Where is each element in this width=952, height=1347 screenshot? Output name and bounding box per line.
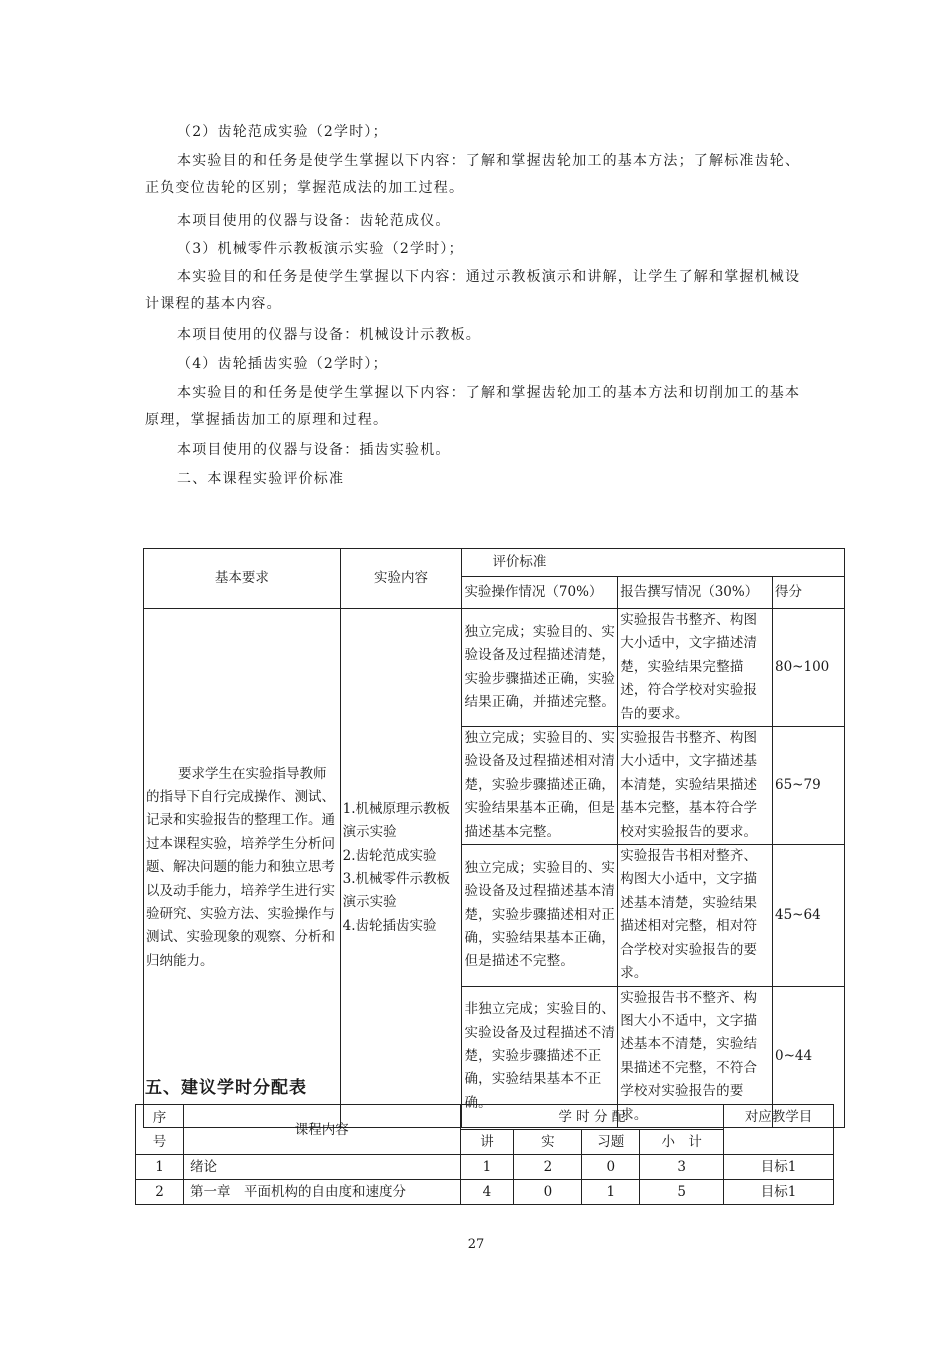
header-report: 报告撰写情况（30%） [618, 577, 773, 609]
row-lecture-hours: 4 [460, 1180, 514, 1205]
row-target: 目标1 [724, 1180, 834, 1205]
paragraph-demo-board-heading: （3）机械零件示教板演示实验（2学时）； [177, 241, 464, 257]
row-course-content: 绪论 [183, 1155, 460, 1180]
evaluation-criteria-table [143, 548, 845, 1128]
paragraph-gear-shaping-heading: （4）齿轮插齿实验（2学时）； [177, 356, 388, 372]
paragraph-demo-board-purpose: 本实验目的和任务是使学生掌握以下内容：通过示教板演示和讲解，让学生了解和掌握机械设计课程的基本内容。 [145, 269, 801, 312]
row-lecture-hours: 1 [460, 1155, 514, 1180]
score-range-cell: 65~79 [773, 727, 845, 845]
operation-criteria-cell: 独立完成；实验目的、实验设备及过程描述相对清楚，实验步骤描述正确，实验结果基本正确，但是描述基本完整。 [462, 727, 618, 845]
row-target: 目标1 [724, 1155, 834, 1180]
report-criteria-cell: 实验报告书整齐、构图大小适中，文字描述清楚，实验结果完整描述，符合学校对实验报告的要求。 [618, 609, 773, 727]
header-exercise: 习题 [582, 1130, 640, 1155]
row-serial: 2 [136, 1180, 184, 1205]
content-line: 3.机械零件示教板演示实验 [342, 870, 451, 911]
paragraph-gear-shaping-equipment: 本项目使用的仪器与设备：插齿实验机。 [177, 442, 451, 458]
header-target-continued [724, 1130, 834, 1155]
paragraph-gear-shaping-purpose: 本实验目的和任务是使学生掌握以下内容：了解和掌握齿轮加工的基本方法和切削加工的基本原理，掌握插齿加工的原理和过程。 [145, 385, 801, 428]
basic-requirements-cell: 要求学生在实验指导教师的指导下自行完成操作、测试、记录和实验报告的整理工作。通过本课程实验，培养学生分析问题、解决问题的能力和独立思考以及动手能力，培养学生进行实验研究、实验方法、实验操作与测试、实验现象的观察、分析和归纳能力。 [144, 609, 341, 1128]
report-criteria-cell: 实验报告书整齐、构图大小适中，文字描述基本清楚，实验结果描述基本完整，基本符合学校对实验报告的要求。 [618, 727, 773, 845]
hours-allocation-table [135, 1104, 834, 1205]
content-line: 4.齿轮插齿实验 [342, 917, 437, 934]
paragraph-demo-board-equipment: 本项目使用的仪器与设备：机械设计示教板。 [177, 327, 481, 343]
header-subtotal: 小 计 [640, 1130, 724, 1155]
paragraph-gear-generating-equipment: 本项目使用的仪器与设备：齿轮范成仪。 [177, 213, 451, 229]
section-evaluation-heading: 二、本课程实验评价标准 [177, 471, 345, 487]
page-number: 27 [467, 1237, 485, 1252]
content-line: 2.齿轮范成实验 [342, 847, 437, 864]
header-serial-number: 序号 [136, 1105, 184, 1155]
report-criteria-cell: 实验报告书不整齐、构图大小不适中，文字描述基本不清楚，实验结果描述不完整，不符合学校对实验报告的要求。 [618, 986, 773, 1127]
row-lab-hours: 2 [514, 1155, 582, 1180]
header-teaching-target: 对应教学目 [724, 1105, 834, 1130]
section-hours-allocation-title: 五、建议学时分配表 [145, 1078, 307, 1098]
row-subtotal-hours: 3 [640, 1155, 724, 1180]
row-subtotal-hours: 5 [640, 1180, 724, 1205]
operation-criteria-cell: 独立完成；实验目的、实验设备及过程描述基本清楚，实验步骤描述相对正确，实验结果基本正确，但是描述不完整。 [462, 845, 618, 986]
row-exercise-hours: 0 [582, 1155, 640, 1180]
row-lab-hours: 0 [514, 1180, 582, 1205]
score-range-cell: 80~100 [773, 609, 845, 727]
operation-criteria-cell: 独立完成；实验目的、实验设备及过程描述清楚，实验步骤描述正确，实验结果正确，并描述完整。 [462, 609, 618, 727]
operation-criteria-cell: 非独立完成；实验目的、实验设备及过程描述不清楚，实验步骤描述不正确，实验结果基本不正确。 [462, 986, 618, 1127]
paragraph-gear-generating-heading: （2）齿轮范成实验（2学时）； [177, 124, 388, 140]
header-basic-requirements: 基本要求 [144, 549, 341, 609]
header-experiment-content: 实验内容 [340, 549, 462, 609]
experiment-content-cell [340, 609, 462, 1128]
header-course-content: 课程内容 [183, 1105, 460, 1155]
score-range-cell: 45~64 [773, 845, 845, 986]
header-evaluation-criteria: 评价标准 [462, 549, 845, 577]
row-exercise-hours: 1 [582, 1180, 640, 1205]
row-serial: 1 [136, 1155, 184, 1180]
score-range-cell: 0~44 [773, 986, 845, 1127]
header-score: 得分 [773, 577, 845, 609]
row-course-content: 第一章 平面机构的自由度和速度分 [183, 1180, 460, 1205]
header-hours-allocation: 学 时 分 配 [460, 1105, 724, 1130]
header-lecture: 讲 [460, 1130, 514, 1155]
report-criteria-cell: 实验报告书相对整齐、构图大小适中，文字描述基本清楚，实验结果描述相对完整，相对符合学校对实验报告的要求。 [618, 845, 773, 986]
header-operation: 实验操作情况（70%） [462, 577, 618, 609]
paragraph-gear-generating-purpose: 本实验目的和任务是使学生掌握以下内容：了解和掌握齿轮加工的基本方法；了解标准齿轮、正负变位齿轮的区别；掌握范成法的加工过程。 [145, 153, 801, 196]
content-line: 1.机械原理示教板演示实验 [342, 800, 451, 841]
header-lab: 实 [514, 1130, 582, 1155]
